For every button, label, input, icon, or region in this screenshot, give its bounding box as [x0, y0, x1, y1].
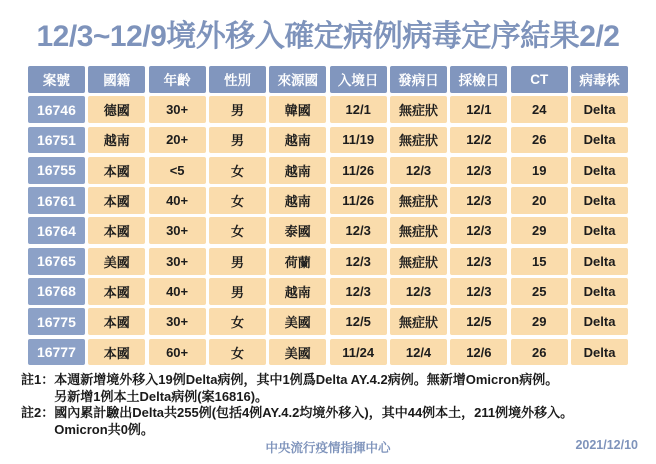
data-cell: 女 — [209, 217, 266, 244]
case-number-cell: 16768 — [28, 278, 85, 305]
data-cell: 26 — [511, 127, 568, 154]
data-cell: 美國 — [269, 308, 326, 335]
column-header: 案號 — [28, 66, 85, 93]
data-cell: 15 — [511, 248, 568, 275]
data-cell: 無症狀 — [390, 248, 447, 275]
data-cell: 12/4 — [390, 339, 447, 366]
case-number-cell: 16775 — [28, 308, 85, 335]
data-cell: 20+ — [149, 127, 206, 154]
data-cell: 男 — [209, 248, 266, 275]
data-cell: Delta — [571, 278, 628, 305]
data-cell: 40+ — [149, 187, 206, 214]
data-cell: 男 — [209, 127, 266, 154]
column-header: CT — [511, 66, 568, 93]
data-cell: 29 — [511, 217, 568, 244]
issuing-agency: 中央流行疫情指揮中心 — [265, 441, 391, 455]
note-1 — [21, 372, 645, 405]
data-cell: 26 — [511, 339, 568, 366]
data-cell: 12/3 — [330, 248, 387, 275]
note-1-label: 註1： — [21, 372, 55, 387]
data-cell: <5 — [149, 157, 206, 184]
data-cell: 本國 — [88, 187, 145, 214]
data-cell: Delta — [571, 96, 628, 123]
data-cell: 本國 — [88, 339, 145, 366]
data-cell: 德國 — [88, 96, 145, 123]
data-cell: 男 — [209, 278, 266, 305]
case-number-cell: 16777 — [28, 339, 85, 366]
data-cell: 無症狀 — [390, 217, 447, 244]
data-cell: 12/3 — [330, 278, 387, 305]
data-cell: 女 — [209, 187, 266, 214]
data-cell: 25 — [511, 278, 568, 305]
note-2-label: 註2： — [21, 405, 55, 420]
column-header: 病毒株 — [571, 66, 628, 93]
case-number-cell: 16746 — [28, 96, 85, 123]
data-cell: 12/3 — [450, 187, 507, 214]
data-cell: Delta — [571, 308, 628, 335]
column-header: 發病日 — [390, 66, 447, 93]
data-cell: 越南 — [269, 278, 326, 305]
note-1-line-2: 另新增1例本土Delta病例(案16816)。 — [54, 388, 269, 404]
data-cell: 11/26 — [330, 157, 387, 184]
note-2-text — [54, 405, 645, 438]
data-cell: Delta — [571, 127, 628, 154]
data-cell: 12/5 — [330, 308, 387, 335]
publication-date: 2021/12/10 — [575, 438, 638, 452]
data-cell: 30+ — [149, 248, 206, 275]
data-cell: 12/3 — [450, 157, 507, 184]
column-header: 來源國 — [269, 66, 326, 93]
data-cell: 12/5 — [450, 308, 507, 335]
data-cell: 荷蘭 — [269, 248, 326, 275]
column-header: 年齡 — [149, 66, 206, 93]
data-cell: 越南 — [269, 187, 326, 214]
data-cell: 12/3 — [390, 157, 447, 184]
data-cell: 30+ — [149, 96, 206, 123]
data-cell: 30+ — [149, 217, 206, 244]
note-2-line-1: 國內累計驗出Delta共255例(包括4例AY.4.2均境外移入)，其中44例本土，211例境外移入。 — [54, 405, 574, 420]
data-cell: 本國 — [88, 278, 145, 305]
note-1-text — [54, 372, 645, 405]
data-cell: 無症狀 — [390, 187, 447, 214]
data-cell: 美國 — [269, 339, 326, 366]
data-cell: 無症狀 — [390, 308, 447, 335]
data-cell: 越南 — [88, 127, 145, 154]
data-cell: 12/3 — [450, 217, 507, 244]
data-cell: 男 — [209, 96, 266, 123]
column-header: 入境日 — [330, 66, 387, 93]
data-cell: 12/3 — [450, 248, 507, 275]
data-cell: 本國 — [88, 217, 145, 244]
data-cell: Delta — [571, 339, 628, 366]
case-number-cell: 16761 — [28, 187, 85, 214]
column-header: 性別 — [209, 66, 266, 93]
data-cell: 韓國 — [269, 96, 326, 123]
data-cell: 越南 — [269, 157, 326, 184]
data-cell: 無症狀 — [390, 96, 447, 123]
data-cell: 女 — [209, 157, 266, 184]
data-cell: 29 — [511, 308, 568, 335]
data-cell: 11/26 — [330, 187, 387, 214]
note-2-line-2: Omicron共0例。 — [54, 421, 154, 437]
data-cell: 12/3 — [450, 278, 507, 305]
column-header: 採檢日 — [450, 66, 507, 93]
data-cell: 19 — [511, 157, 568, 184]
data-cell: Delta — [571, 187, 628, 214]
data-cell: 本國 — [88, 308, 145, 335]
data-cell: 女 — [209, 339, 266, 366]
case-number-cell: 16764 — [28, 217, 85, 244]
data-cell: 12/1 — [450, 96, 507, 123]
data-cell: 美國 — [88, 248, 145, 275]
note-1-line-1: 本週新增境外移入19例Delta病例，其中1例爲Delta AY.4.2病例。無新增Omicron病例。 — [54, 372, 559, 387]
data-cell: 12/3 — [330, 217, 387, 244]
data-cell: 本國 — [88, 157, 145, 184]
data-cell: 40+ — [149, 278, 206, 305]
case-number-cell: 16755 — [28, 157, 85, 184]
data-cell: 24 — [511, 96, 568, 123]
data-cell: 女 — [209, 308, 266, 335]
data-cell: 11/19 — [330, 127, 387, 154]
data-cell: Delta — [571, 248, 628, 275]
case-number-cell: 16751 — [28, 127, 85, 154]
case-table — [28, 66, 628, 365]
data-cell: 越南 — [269, 127, 326, 154]
data-cell: Delta — [571, 157, 628, 184]
case-number-cell: 16765 — [28, 248, 85, 275]
note-2 — [21, 405, 645, 438]
column-header: 國籍 — [88, 66, 145, 93]
data-cell: 60+ — [149, 339, 206, 366]
data-cell: 12/1 — [330, 96, 387, 123]
data-cell: 30+ — [149, 308, 206, 335]
data-cell: 12/2 — [450, 127, 507, 154]
notes-section — [21, 372, 645, 438]
data-cell: 泰國 — [269, 217, 326, 244]
data-cell: 20 — [511, 187, 568, 214]
data-cell: 12/3 — [390, 278, 447, 305]
slide-title: 12/3~12/9境外移入確定病例病毒定序結果2/2 — [36, 20, 620, 53]
data-cell: 無症狀 — [390, 127, 447, 154]
data-cell: 11/24 — [330, 339, 387, 366]
data-cell: Delta — [571, 217, 628, 244]
data-cell: 12/6 — [450, 339, 507, 366]
